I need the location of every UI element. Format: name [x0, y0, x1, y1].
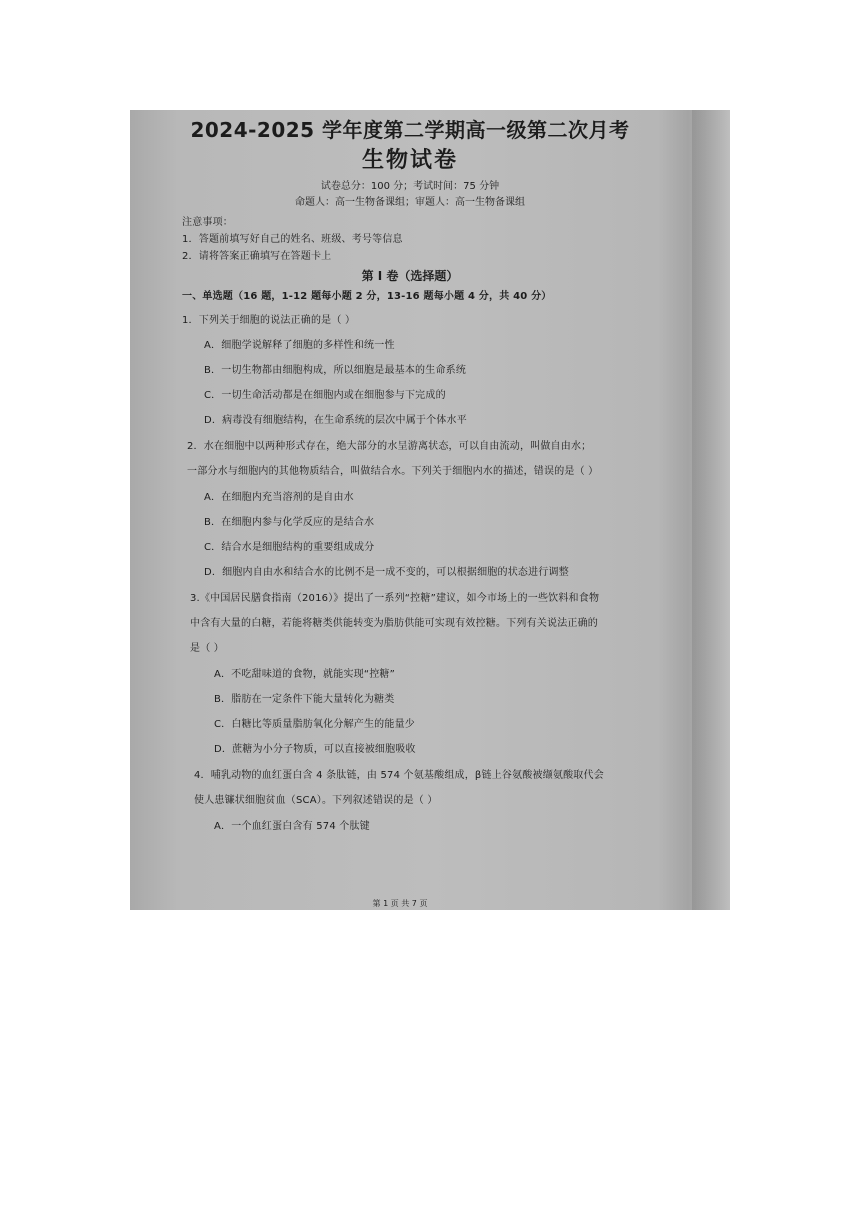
- question-1-option: C．一切生命活动都是在细胞内或在细胞参与下完成的: [204, 390, 446, 401]
- question-4-stem: 4．哺乳动物的血红蛋白含 4 条肽链，由 574 个氨基酸组成，β链上谷氨酸被缬氨酸取代会: [194, 770, 604, 781]
- part-title: 第 I 卷（选择题）: [361, 269, 459, 283]
- exam-subject-title: 生物试卷: [361, 148, 458, 173]
- page-footer: 第 1 页 共 7 页: [372, 899, 428, 908]
- question-2-option: B．在细胞内参与化学反应的是结合水: [204, 517, 375, 528]
- question-2-stem: 2．水在细胞中以两种形式存在，绝大部分的水呈游离状态，可以自由流动，叫做自由水；: [187, 441, 592, 452]
- exam-info-authors: 命题人：高一生物备课组；审题人：高一生物备课组: [295, 197, 525, 208]
- notes-heading: 注意事项：: [182, 217, 233, 228]
- exam-paper-photo: [130, 110, 730, 910]
- question-1-option: B．一切生物都由细胞构成，所以细胞是最基本的生命系统: [204, 365, 467, 376]
- question-3-stem: 中含有大量的白糖，若能将糖类供能转变为脂肪供能可实现有效控糖。下列有关说法正确的: [190, 618, 598, 629]
- paper-edge-shadow: [692, 110, 730, 910]
- exam-info-score-time: 试卷总分：100 分；考试时间：75 分钟: [320, 181, 500, 192]
- question-3-option: D．蔗糖为小分子物质，可以直接被细胞吸收: [214, 744, 416, 755]
- notes-item: 2．请将答案正确填写在答题卡上: [182, 251, 332, 262]
- notes-item: 1．答题前填写好自己的姓名、班级、考号等信息: [182, 234, 403, 245]
- question-2-option: C．结合水是细胞结构的重要组成成分: [204, 542, 375, 553]
- question-3-stem: 3.《中国居民膳食指南（2016）》提出了一系列“控糖”建议，如今市场上的一些饮料和食物: [190, 593, 600, 604]
- question-1-option: A．细胞学说解释了细胞的多样性和统一性: [204, 340, 395, 351]
- section-heading: 一、单选题（16 题，1-12 题每小题 2 分，13-16 题每小题 4 分，共 40 分）: [182, 291, 552, 302]
- question-3-option: B．脂肪在一定条件下能大量转化为糖类: [214, 694, 395, 705]
- question-4-option: A．一个血红蛋白含有 574 个肽键: [214, 821, 370, 832]
- question-1-stem: 1．下列关于细胞的说法正确的是（ ）: [182, 315, 356, 326]
- question-2-stem: 一部分水与细胞内的其他物质结合，叫做结合水。下列关于细胞内水的描述，错误的是（ ）: [187, 466, 599, 477]
- question-1-option: D．病毒没有细胞结构，在生命系统的层次中属于个体水平: [204, 415, 467, 426]
- question-3-option: A．不吃甜味道的食物，就能实现“控糖”: [214, 669, 396, 680]
- exam-title: 2024-2025 学年度第二学期高一级第二次月考: [190, 118, 630, 142]
- question-2-option: D．细胞内自由水和结合水的比例不是一成不变的，可以根据细胞的状态进行调整: [204, 567, 569, 578]
- question-3-stem: 是（ ）: [190, 643, 224, 654]
- question-3-option: C．白糖比等质量脂肪氧化分解产生的能量少: [214, 719, 415, 730]
- question-2-option: A．在细胞内充当溶剂的是自由水: [204, 492, 354, 503]
- question-4-stem: 使人患镰状细胞贫血（SCA）。下列叙述错误的是（ ）: [194, 795, 438, 806]
